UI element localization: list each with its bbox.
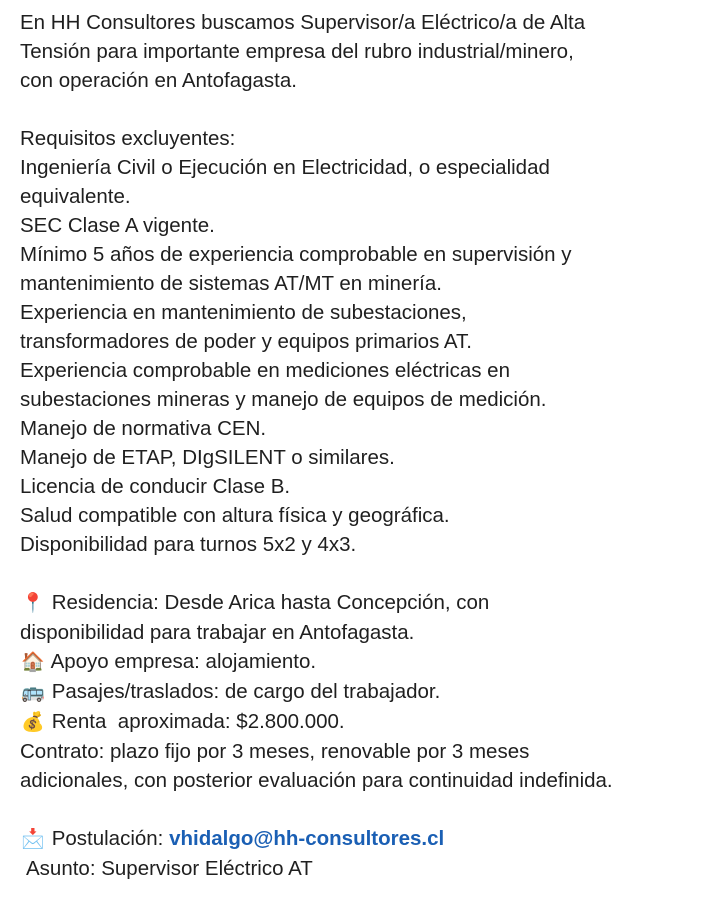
requirement-line: SEC Clase A vigente.	[20, 214, 215, 237]
requirement-line: Mínimo 5 años de experiencia comprobable en supervisión y	[20, 243, 572, 266]
bus-icon: 🚌	[21, 681, 45, 703]
requirement-line: Disponibilidad para turnos 5x2 y 4x3.	[20, 533, 357, 556]
salary-line	[20, 707, 697, 737]
support-text: Apoyo empresa: alojamiento.	[50, 650, 317, 673]
requirement-line: Salud compatible con altura física y geográfica.	[20, 504, 450, 527]
requirement-line: Ingeniería Civil o Ejecución en Electricidad, o especialidad	[20, 156, 550, 179]
subject-line: Asunto: Supervisor Eléctrico AT	[26, 857, 313, 880]
house-icon: 🏠	[21, 651, 45, 673]
intro-line: En HH Consultores buscamos Supervisor/a Eléctrico/a de Alta	[20, 11, 586, 34]
requirement-line: equivalente.	[20, 185, 131, 208]
requirement-line: Manejo de ETAP, DIgSILENT o similares.	[20, 446, 395, 469]
requirement-line: Experiencia en mantenimiento de subestaciones,	[20, 301, 467, 324]
salary-text: Renta aproximada: $2.800.000.	[51, 710, 345, 733]
requirement-line: Manejo de normativa CEN.	[20, 417, 267, 440]
application-line	[20, 824, 697, 854]
envelope-icon: 📩	[21, 828, 45, 850]
support-line	[20, 647, 697, 677]
pin-icon: 📍	[21, 592, 45, 614]
requirements-title: Requisitos excluyentes:	[20, 127, 236, 150]
contract-line: adicionales, con posterior evaluación para continuidad indefinida.	[20, 769, 613, 792]
requirement-line: mantenimiento de sistemas AT/MT en minería.	[20, 272, 442, 295]
email-link[interactable]: vhidalgo@hh-consultores.cl	[169, 827, 445, 850]
travel-text: Pasajes/traslados: de cargo del trabajador.	[51, 680, 441, 703]
requirement-line: Licencia de conducir Clase B.	[20, 475, 291, 498]
residence-line-2: disponibilidad para trabajar en Antofagasta.	[20, 621, 415, 644]
requirement-line: transformadores de poder y equipos primarios AT.	[20, 330, 472, 353]
requirement-line: subestaciones mineras y manejo de equipos de medición.	[20, 388, 547, 411]
intro-line: con operación en Antofagasta.	[20, 69, 297, 92]
intro-line: Tensión para importante empresa del rubro industrial/minero,	[20, 40, 574, 63]
spacer	[20, 559, 697, 588]
contract-line: Contrato: plazo fijo por 3 meses, renovable por 3 meses	[20, 740, 530, 763]
residence-line	[20, 588, 697, 618]
application-label: Postulación:	[51, 827, 170, 850]
travel-line	[20, 677, 697, 707]
money-bag-icon: 💰	[21, 711, 45, 733]
residence-text: Residencia: Desde Arica hasta Concepción, con	[51, 591, 490, 614]
requirement-line: Experiencia comprobable en mediciones eléctricas en	[20, 359, 510, 382]
spacer	[20, 95, 697, 124]
spacer	[20, 795, 697, 824]
